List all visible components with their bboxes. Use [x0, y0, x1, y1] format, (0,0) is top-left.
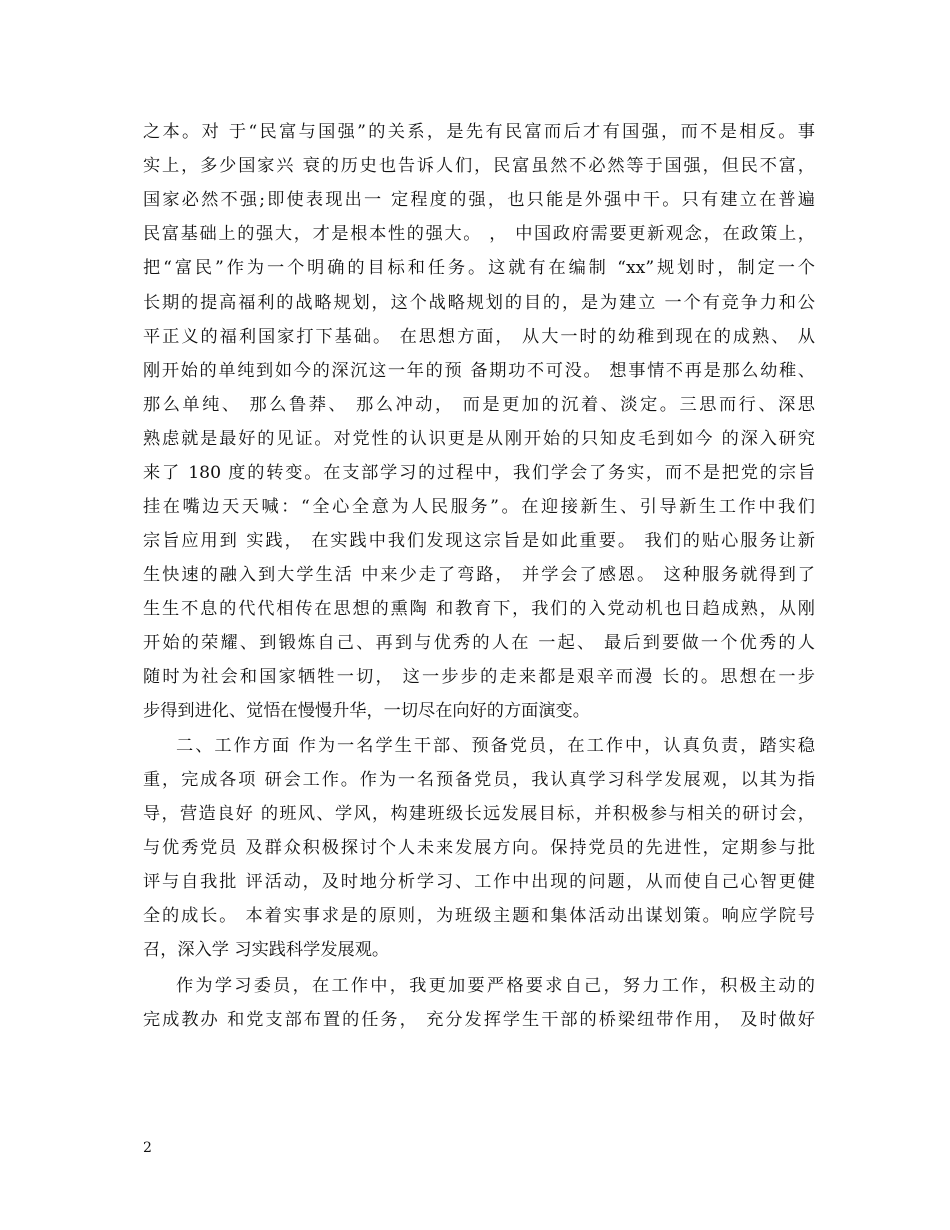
text-line: 评与自我批 评活动，及时地分析学习、工作中出现的问题，从而使自己心智更健 — [143, 872, 815, 892]
text-line: 长期的提高福利的战略规划，这个战略规划的目的，是为建立 一个有竞争力和公 — [143, 293, 815, 313]
page-number: 2 — [143, 1140, 152, 1156]
text-line: 刚开始的单纯到如今的深沉这一年的预 备期功不可没。 想事情不再是那么幼稚、 — [143, 361, 815, 381]
text-line: 之本。对 于“民富与国强”的关系，是先有民富而后才有国强，而不是相反。事 — [143, 122, 815, 142]
text-line: 作为学习委员，在工作中，我更加要严格要求自己，努力工作，积极主动的 — [176, 976, 815, 996]
text-line: 与优秀党员 及群众积极探讨个人未来发展方向。保持党员的先进性，定期参与批 — [143, 838, 815, 858]
text-line: 平正义的福利国家打下基础。 在思想方面， 从大一时的幼稚到现在的成熟、 从 — [143, 327, 815, 347]
text-line: 民富基础上的强大，才是根本性的强大。 ， 中国政府需要更新观念，在政策上， — [143, 224, 815, 244]
text-line: 熟虑就是最好的见证。对党性的认识更是从刚开始的只知皮毛到如今 的深入研究 — [143, 429, 815, 449]
text-line: 完成教办 和党支部布置的任务， 充分发挥学生干部的桥梁纽带作用， 及时做好 — [143, 1010, 815, 1030]
text-line: 国家必然不强;即使表现出一 定程度的强，也只能是外强中干。只有建立在普遍 — [143, 190, 815, 210]
text-line: 步得到进化、觉悟在慢慢升华，一切尽在向好的方面演变。 — [143, 701, 590, 721]
text-line: 挂在嘴边天天喊：“全心全意为人民服务”。在迎接新生、引导新生工作中我们 — [143, 497, 815, 517]
text-line: 随时为社会和国家牺牲一切， 这一步步的走来都是艰辛而漫 长的。思想在一步 — [143, 667, 815, 687]
text-line: 召，深入学 习实践科学发展观。 — [143, 940, 390, 960]
text-line: 生快速的融入到大学生活 中来少走了弯路， 并学会了感恩。 这种服务就得到了 — [143, 565, 815, 585]
text-line: 全的成长。 本着实事求是的原则，为班级主题和集体活动出谋划策。响应学院号 — [143, 906, 815, 926]
text-line: 实上，多少国家兴 衰的历史也告诉人们，民富虽然不必然等于国强，但民不富， — [143, 156, 815, 176]
text-line: 开始的荣耀、到锻炼自己、再到与优秀的人在 一起、 最后到要做一个优秀的人 — [143, 633, 815, 653]
text-line: 宗旨应用到 实践， 在实践中我们发现这宗旨是如此重要。 我们的贴心服务让新 — [143, 531, 815, 551]
text-line: 导，营造良好 的班风、学风，构建班级长远发展目标，并积极参与相关的研讨会， — [143, 804, 815, 824]
text-line: 二、工作方面 作为一名学生干部、预备党员，在工作中，认真负责，踏实稳 — [176, 736, 815, 756]
text-line: 来了 180 度的转变。在支部学习的过程中，我们学会了务实，而不是把党的宗旨 — [143, 463, 815, 483]
text-line: 重，完成各项 研会工作。作为一名预备党员，我认真学习科学发展观，以其为指 — [143, 770, 815, 790]
text-line: 那么单纯、 那么鲁莽、 那么冲动， 而是更加的沉着、淡定。三思而行、深思 — [143, 395, 815, 415]
text-line: 生生不息的代代相传在思想的熏陶 和教育下，我们的入党动机也日趋成熟，从刚 — [143, 599, 815, 619]
text-line: 把“富民”作为一个明确的目标和任务。这就有在编制 “xx”规划时，制定一个 — [143, 258, 815, 278]
